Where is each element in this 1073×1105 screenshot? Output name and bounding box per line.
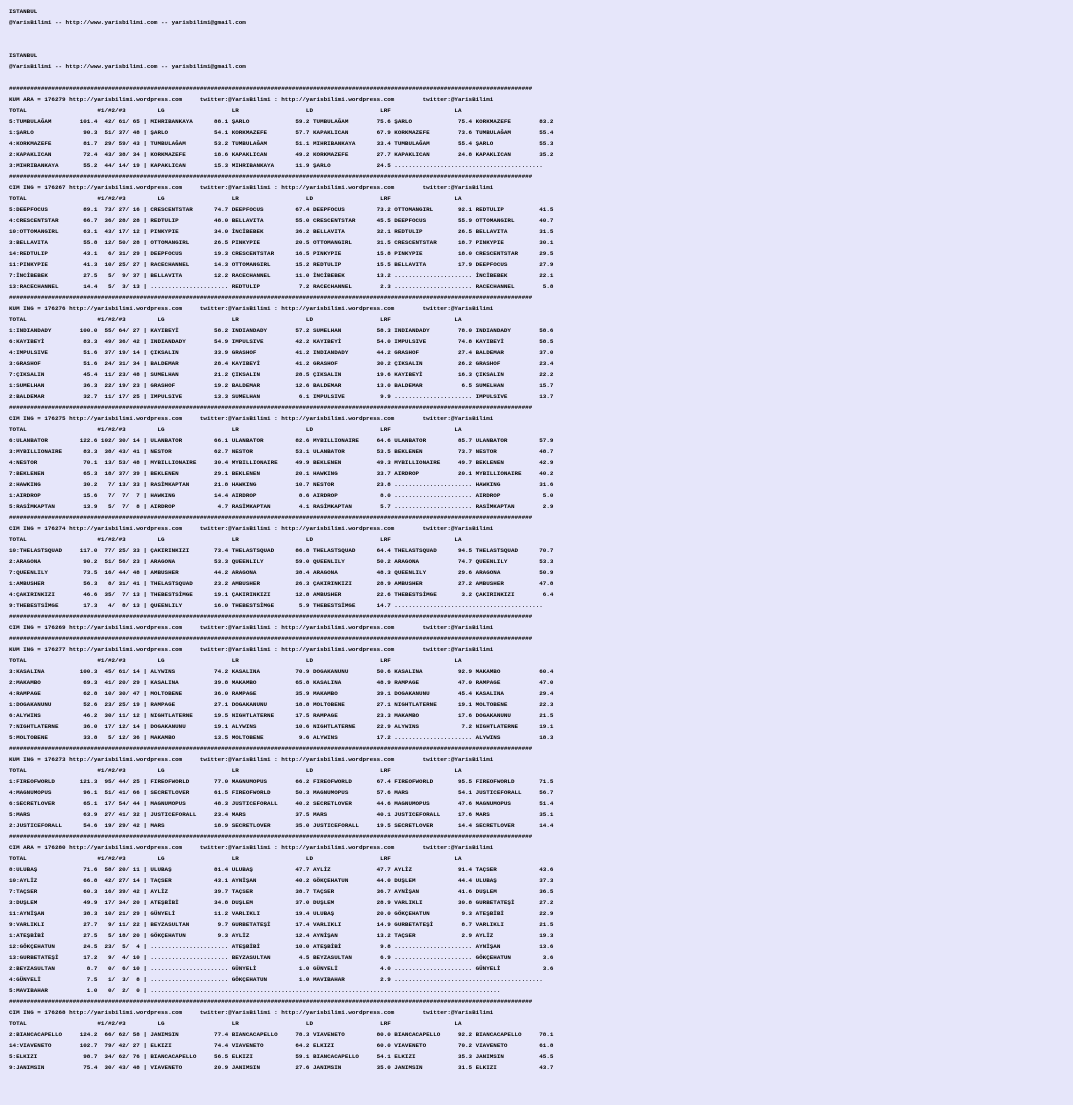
race-results-report: ISTANBUL @YarisBilimi -- http://www.yarisbilimi.com -- yarisbilimi@gmail.com ISTANBUL @YarisBilimi -- http://www.yarisbilimi.com -- yarisbilimi@gmail.com #################################################################################################################################################### KUM ARA = 176279 http://yarisbilimi.wordpress.com twitter:@YarisBilimi : http://yarisbilimi.wordpress.com twitter:@YarisBilimi TOTAL #1/#2/#3 LG LR LD LRF LA 5:TUMBULAĞAM 101.4 42/ 61/ 65 | MIHRIBANKAYA 88.1 ŞARLO 59.2 TUMBULAĞAM 75.6 ŞARLO 75.4 KORKMAZEFE 83.2 1:ŞARLO 90.3 51/ 37/ 48 | ŞARLO 54.1 KORKMAZEFE 57.7 KAPAKLICAN 67.9 KORKMAZEFE 73.6 TUMBULAĞAM 55.4 4:KORKMAZEFE 81.7 29/ 59/ 43 | TUMBULAĞAM 53.2 TUMBULAĞAM 51.1 MIHRIBANKAYA 33.4 TUMBULAĞAM 55.4 ŞARLO 55.3 2:KAPAKLICAN 72.4 43/ 38/ 34 | KORKMAZEFE 18.6 KAPAKLICAN 49.2 KORKMAZEFE 27.7 KAPAKLICAN 24.8 KAPAKLICAN 35.2 3:MIHRIBANKAYA 55.2 44/ 14/ 19 | KAPAKLICAN 15.3 MIHRIBANKAYA 11.9 ŞARLO 24.5 .......................................... #################################################################################################################################################### CIM ING = 176267 http://yarisbilimi.wordpress.com twitter:@YarisBilimi : http://yarisbilimi.wordpress.com twitter:@YarisBilimi TOTAL #1/#2/#3 LG LR LD LRF LA 5:DEEPFOCUS 89.1 73/ 27/ 16 | CRESCENTSTAR 74.7 DEEPFOCUS 67.4 DEEPFOCUS 73.2 OTTOMANGIRL 92.1 REDTULIP 41.5 4:CRESCENTSTAR 66.7 36/ 28/ 28 | REDTULIP 48.0 BELLAVITA 55.0 CRESCENTSTAR 45.5 DEEPFOCUS 55.9 OTTOMANGIRL 40.7 10:OTTOMANGIRL 63.1 43/ 17/ 12 | PINKYPIE 34.0 İNCİBEBEK 36.2 BELLAVITA 32.1 REDTULIP 26.5 BELLAVITA 31.5 3:BELLAVITA 55.8 12/ 50/ 28 | OTTOMANGIRL 26.5 PINKYPIE 20.5 OTTOMANGIRL 31.5 CRESCENTSTAR 18.7 PINKYPIE 30.1 14:REDTULIP 43.1 6/ 31/ 29 | DEEPFOCUS 19.3 CRESCENTSTAR 16.5 PINKYPIE 15.8 PINKYPIE 18.0 CRESCENTSTAR 29.5 11:PINKYPIE 41.3 10/ 25/ 27 | RACECHANNEL 14.3 OTTOMANGIRL 15.2 REDTULIP 15.5 BELLAVITA 17.9 DEEPFOCUS 27.9 7:İNCİBEBEK 27.5 5/ 9/ 37 | BELLAVITA 12.2 RACECHANNEL 11.0 İNCİBEBEK 13.2 ...................... İNCİBEBEK 22.1 13:RACECHANNEL 14.4 5/ 3/ 13 | ...................... REDTULIP 7.2 RACECHANNEL 2.3 ...................... RACECHANNEL 5.8 #################################################################################################################################################### KUM ING = 176276 http://yarisbilimi.wordpress.com twitter:@YarisBilimi : http://yarisbilimi.wordpress.com twitter:@YarisBilimi TOTAL #1/#2/#3 LG LR LD LRF LA 1:INDIANDADY 100.0 55/ 64/ 27 | KAYIBEYİ 58.2 INDIANDADY 57.2 SUMELHAN 58.3 INDIANDADY 78.0 INDIANDADY 58.6 6:KAYIBEYİ 83.3 49/ 36/ 42 | INDIANDADY 54.9 IMPULSIVE 42.2 KAYIBEYİ 54.0 IMPULSIVE 74.8 KAYIBEYİ 58.5 4:IMPULSIVE 51.6 37/ 19/ 14 | ÇIKSALIN 33.9 GRASHOF 41.2 INDIANDADY 44.2 GRASHOF 27.4 BALDEMAR 37.0 3:GRASHOF 51.6 24/ 31/ 34 | BALDEMAR 28.4 KAYIBEYİ 41.2 GRASHOF 30.2 ÇIKSALIN 26.2 GRASHOF 23.4 7:ÇIKSALIN 45.4 11/ 23/ 48 | SUMELHAN 21.2 ÇIKSALIN 28.5 ÇIKSALIN 19.6 KAYIBEYİ 16.3 ÇIKSALIN 22.2 1:SUMELHAN 36.3 22/ 19/ 23 | GRASHOF 19.2 BALDEMAR 12.6 BALDEMAR 13.0 BALDEMAR 6.5 SUMELHAN 15.7 2:BALDEMAR 32.7 11/ 17/ 25 | IMPULSIVE 13.3 SUMELHAN 6.1 IMPULSIVE 9.9 ...................... IMPULSIVE 13.7 #################################################################################################################################################### CIM ING = 176275 http://yarisbilimi.wordpress.com twitter:@YarisBilimi : http://yarisbilimi.wordpress.com twitter:@YarisBilimi TOTAL #1/#2/#3 LG LR LD LRF LA 6:ULANBATOR 122.6 102/ 30/ 14 | ULANBATOR 66.1 ULANBATOR 82.6 MYBILLIONAIRE 64.6 ULANBATOR 85.7 ULANBATOR 57.9 3:MYBILLIONAIRE 83.3 38/ 43/ 41 | NESTOR 62.7 NESTOR 53.1 ULANBATOR 53.5 BEKLENEN 73.7 NESTOR 48.7 4:NESTOR 70.1 13/ 53/ 48 | MYBILLIONAIRE 30.4 MYBILLIONAIRE 49.9 BEKLENEN 49.3 MYBILLIONAIRE 49.7 BEKLENEN 42.9 7:BEKLENEN 65.3 18/ 37/ 39 | BEKLENEN 29.1 BEKLENEN 20.1 HAWKING 33.7 AIRDROP 20.1 MYBILLIONAIRE 40.2 2:HAWKING 30.2 7/ 13/ 33 | RASİMKAPTAN 21.8 HAWKING 10.7 NESTOR 23.8 ...................... HAWKING 31.6 1:AIRDROP 15.6 7/ 7/ 7 | HAWKING 14.4 AIRDROP 8.6 AIRDROP 8.0 ...................... AIRDROP 5.0 5:RASİMKAPTAN 13.9 5/ 7/ 8 | AIRDROP 4.7 RASİMKAPTAN 4.1 RASİMKAPTAN 5.7 ...................... RASİMKAPTAN 2.9 #################################################################################################################################################### CIM ING = 176274 http://yarisbilimi.wordpress.com twitter:@YarisBilimi : http://yarisbilimi.wordpress.com twitter:@YarisBilimi TOTAL #1/#2/#3 LG LR LD LRF LA 10:THELASTSQUAD 117.0 77/ 25/ 33 | ÇAKIRINKIZI 73.4 THELASTSQUAD 86.8 THELASTSQUAD 64.4 THELASTSQUAD 94.5 THELASTSQUAD 70.7 2:ARAGONA 90.2 51/ 56/ 23 | ARAGONA 53.3 QUEENLILY 59.0 QUEENLILY 50.2 ARAGONA 74.7 QUEENLILY 53.3 7:QUEENLILY 73.5 16/ 44/ 48 | AMBUSHER 44.2 ARAGONA 38.4 ARAGONA 48.3 QUEENLILY 29.6 ARAGONA 50.9 1:AMBUSHER 56.3 8/ 31/ 41 | THELASTSQUAD 23.2 AMBUSHER 26.3 ÇAKIRINKIZI 28.9 AMBUSHER 27.2 AMBUSHER 47.8 4:ÇAKIRINKIZI 46.6 35/ 7/ 13 | THEBESTSİMGE 19.1 ÇAKIRINKIZI 12.8 AMBUSHER 22.6 THEBESTSİMGE 3.2 ÇAKIRINKIZI 6.4 9:THEBESTSİMGE 17.3 4/ 8/ 13 | QUEENLILY 16.0 THEBESTSİMGE 5.9 THEBESTSİMGE 14.7 .......................................... #################################################################################################################################################### CIM ING = 176269 http://yarisbilimi.wordpress.com twitter:@YarisBilimi : http://yarisbilimi.wordpress.com twitter:@YarisBilimi #################################################################################################################################################### KUM ING = 176277 http://yarisbilimi.wordpress.com twitter:@YarisBilimi : http://yarisbilimi.wordpress.com twitter:@YarisBilimi TOTAL #1/#2/#3 LG LR LD LRF LA 3:KASALINA 100.3 45/ 61/ 14 | ALYWINS 74.2 KASALINA 70.9 DOGAKANUNU 50.6 KASALINA 92.9 MAKAMBO 60.4 2:MAKAMBO 69.3 41/ 20/ 29 | KASALINA 39.8 MAKAMBO 65.8 KASALINA 48.9 RAMPAGE 47.0 RAMPAGE 47.0 4:RAMPAGE 62.8 10/ 30/ 47 | MOLTOBENE 36.0 RAMPAGE 35.9 MAKAMBO 39.1 DOGAKANUNU 45.4 KASALINA 29.4 1:DOGAKANUNU 52.6 23/ 25/ 19 | RAMPAGE 27.1 DOGAKANUNU 18.8 MOLTOBENE 27.1 NIGHTLATERNE 19.1 MOLTOBENE 22.3 6:ALYWINS 46.2 30/ 11/ 12 | NIGHTLATERNE 19.5 NIGHTLATERNE 17.5 RAMPAGE 23.3 MAKAMBO 17.6 DOGAKANUNU 21.5 7:NIGHTLATERNE 36.0 17/ 12/ 14 | DOGAKANUNU 19.1 ALYWINS 10.6 NIGHTLATERNE 22.9 ALYWINS 7.2 NIGHTLATERNE 19.1 5:MOLTOBENE 33.8 5/ 12/ 36 | MAKAMBO 13.5 MOLTOBENE 9.6 ALYWINS 17.2 ...................... ALYWINS 18.3 #################################################################################################################################################### KUM ING = 176273 http://yarisbilimi.wordpress.com twitter:@YarisBilimi : http://yarisbilimi.wordpress.com twitter:@YarisBilimi TOTAL #1/#2/#3 LG LR LD LRF LA 1:FIREOFWORLD 121.3 95/ 44/ 25 | FIREOFWORLD 77.0 MAGNUMOPUS 66.2 FIREOFWORLD 67.4 FIREOFWORLD 95.5 FIREOFWORLD 71.5 4:MAGNUMOPUS 96.1 51/ 41/ 66 | SECRETLOVER 61.5 FIREOFWORLD 50.3 MAGNUMOPUS 57.6 MARS 54.1 JUSTICEFORALL 56.7 6:SECRETLOVER 65.1 17/ 54/ 44 | MAGNUMOPUS 48.3 JUSTICEFORALL 40.2 SECRETLOVER 44.6 MAGNUMOPUS 47.6 MAGNUMOPUS 51.4 5:MARS 63.9 27/ 41/ 32 | JUSTICEFORALL 23.4 MARS 37.5 MARS 40.1 JUSTICEFORALL 17.6 MARS 35.1 2:JUSTICEFORALL 54.6 19/ 29/ 42 | MARS 18.9 SECRETLOVER 35.0 JUSTICEFORALL 19.5 SECRETLOVER 14.4 SECRETLOVER 14.4 #################################################################################################################################################### CIM ARA = 176280 http://yarisbilimi.wordpress.com twitter:@YarisBilimi : http://yarisbilimi.wordpress.com twitter:@YarisBilimi TOTAL #1/#2/#3 LG LR LD LRF LA 8:ULUBAŞ 71.6 58/ 20/ 11 | ULUBAŞ 81.4 ULUBAŞ 47.7 AYLİZ 47.7 AYLİZ 91.4 TAÇSER 43.6 10:AYLİZ 66.8 42/ 27/ 14 | TAÇSER 43.1 AYNİŞAN 40.2 GÖKÇEHATUN 44.0 DUŞLEM 44.4 ULUBAŞ 37.3 7:TAÇSER 60.3 16/ 39/ 42 | AYLİZ 39.7 TAÇSER 38.7 TAÇSER 36.7 AYNİŞAN 41.6 DUŞLEM 36.5 3:DUŞLEM 49.9 17/ 34/ 20 | ATEŞBİBİ 34.8 DUŞLEM 37.0 DUŞLEM 28.9 VARLIKLI 30.8 GURBETATEŞİ 27.2 11:AYNİŞAN 38.3 10/ 21/ 29 | GÜNYELİ 11.2 VARLIKLI 19.4 ULUBAŞ 20.0 GÖKÇEHATUN 9.3 ATEŞBİBİ 22.9 9:VARLIKLI 27.7 9/ 11/ 22 | BEYZASULTAN 9.7 GURBETATEŞİ 17.4 VARLIKLI 14.9 GURBETATEŞİ 8.7 VARLIKLI 21.5 1:ATEŞBİBİ 27.5 5/ 18/ 20 | GÖKÇEHATUN 9.3 AYLİZ 12.4 AYNİŞAN 13.2 TAÇSER 2.9 AYLİZ 19.3 12:GÖKÇEHATUN 24.5 23/ 5/ 4 | ...................... ATEŞBİBİ 10.0 ATEŞBİBİ 9.8 ...................... AYNİŞAN 13.6 13:GURBETATEŞİ 17.2 9/ 4/ 10 | ...................... BEYZASULTAN 4.5 BEYZASULTAN 6.9 ...................... GÖKÇEHATUN 3.6 2:BEYZASULTAN 8.7 0/ 6/ 10 | ...................... GÜNYELİ 1.0 GÜNYELİ 4.0 ...................... GÜNYELİ 3.6 4:GÜNYELİ 7.5 1/ 3/ 8 | ...................... GÖKÇEHATUN 1.0 MAVIBAHAR 2.9 .......................................... 5:MAVIBAHAR 1.0 0/ 2/ 0 | ................................................................................................... #################################################################################################################################################### CIM ING = 176268 http://yarisbilimi.wordpress.com twitter:@YarisBilimi : http://yarisbilimi.wordpress.com twitter:@YarisBilimi TOTAL #1/#2/#3 LG LR LD LRF LA 2:BIANCACAPELLO 124.2 66/ 62/ 58 | JANIMSIN 77.4 BIANCACAPELLO 78.3 VIAVENETO 80.0 BIANCACAPELLO 92.2 BIANCACAPELLO 78.1 14:VIAVENETO 102.7 79/ 42/ 27 | ELKIZI 74.4 VIAVENETO 64.2 ELKIZI 60.0 VIAVENETO 70.2 VIAVENETO 61.8 5:ELKIZI 98.7 34/ 62/ 76 | BIANCACAPELLO 56.5 ELKIZI 59.1 BIANCACAPELLO 54.1 ELKIZI 35.3 JANIMSIN 45.5 9:JANIMSIN 75.4 30/ 43/ 48 | VIAVENETO 20.9 JANIMSIN 27.6 JANIMSIN 35.0 JANIMSIN 31.5 ELKIZI 43.7 [9,8,554,1071]
